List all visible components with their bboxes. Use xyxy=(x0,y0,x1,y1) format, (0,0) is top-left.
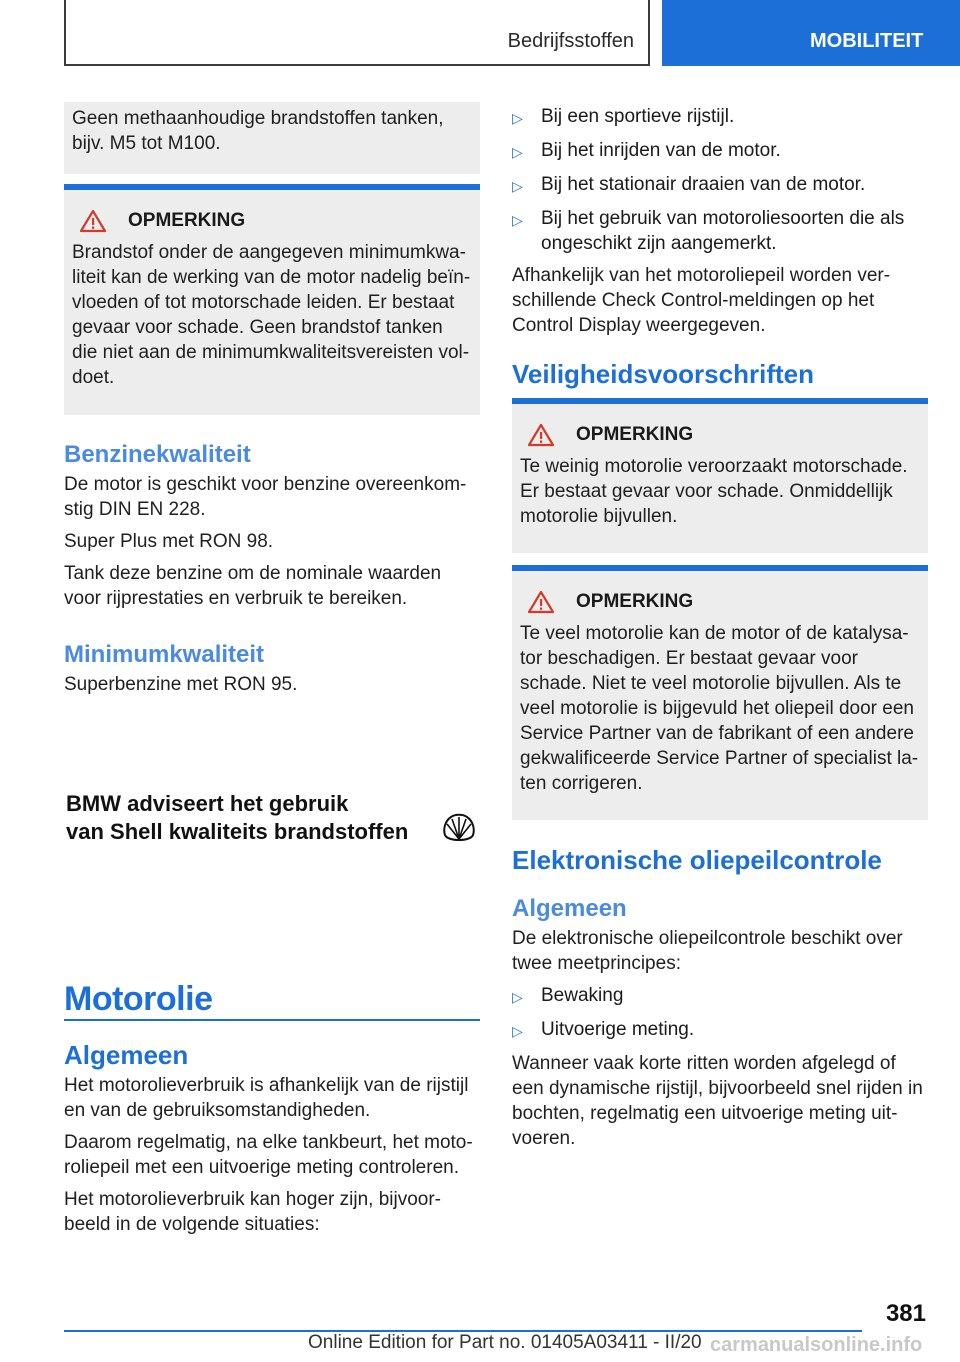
notice-header xyxy=(528,422,920,448)
warning-triangle-icon xyxy=(528,423,554,447)
chapter-title: MOBILITEIT xyxy=(810,30,924,52)
notice-fuel-quality xyxy=(64,184,480,415)
minimum-p1: Superbenzine met RON 95. xyxy=(64,674,298,695)
electronic-oil-subheading: Algemeen xyxy=(512,895,627,922)
triangle-bullet-icon: ▷ xyxy=(512,989,523,1005)
list-item: ▷ Bij het stationair draaien van de motor. xyxy=(512,172,928,199)
triangle-bullet-icon: ▷ xyxy=(512,1023,523,1039)
minimum-section xyxy=(64,640,480,697)
shell-logo-icon xyxy=(442,812,476,842)
warning-triangle-icon xyxy=(528,590,554,614)
electronic-oil-p1: De elektronische oliepeilcontrole beschikt over twee meetprincipes: xyxy=(512,928,903,974)
situations-list xyxy=(512,104,928,338)
list-item: ▷ Bij het gebruik van motoroliesoorten die als ongeschikt zijn aangemerkt. xyxy=(512,208,905,254)
notice-title: OPMERKING xyxy=(128,210,246,231)
methane-text: Geen methaanhoudige brandstoffen tanken, bijv. M5 tot M100. xyxy=(72,108,444,154)
notice-header xyxy=(80,208,472,234)
benzine-p1: De motor is geschikt voor benzine overeenkom-stig DIN EN 228. xyxy=(64,474,467,520)
watermark: carmanualsonline.info xyxy=(710,1334,923,1356)
minimum-heading: Minimumkwaliteit xyxy=(64,641,265,668)
motorolie-section xyxy=(64,978,480,1237)
electronic-oil-section xyxy=(512,844,928,1151)
header-section-tab xyxy=(64,0,650,66)
benzine-section xyxy=(64,440,480,611)
triangle-bullet-icon: ▷ xyxy=(512,144,523,160)
triangle-bullet-icon: ▷ xyxy=(512,212,523,228)
methane-info-box xyxy=(64,102,480,174)
section-title: Bedrijfsstoffen xyxy=(507,30,634,52)
motorolie-p1: Het motorolieverbruik is afhankelijk van de rijstijl en van de gebruiksomstandigheden. xyxy=(64,1075,469,1121)
advert-line2: van Shell kwaliteits brandstoffen xyxy=(66,819,409,844)
notice-text: Brandstof onder de aangegeven minimumkwa-liteit kan de werking van de motor nadelig beïn-vloeden of tot motorschade leiden. Er bestaat gevaar voor schade. Geen brandstof tanken die niet aan de minimumkwaliteitsvereisten vol-doet. xyxy=(72,242,471,388)
motorolie-heading: Motorolie xyxy=(64,980,213,1018)
advert-line1: BMW adviseert het gebruik xyxy=(66,791,349,816)
shell-advert xyxy=(66,790,480,846)
safety-heading: Veiligheidsvoorschriften xyxy=(512,359,814,389)
notice-header xyxy=(528,589,920,615)
list-item: ▷ Bewaking xyxy=(512,983,928,1010)
electronic-oil-p2: Wanneer vaak korte ritten worden afgelegd of een dynamische rijstijl, bijvoorbeeld snel rijden in bochten, regelmatig een uitvoerige meting uit-voeren. xyxy=(512,1053,923,1149)
list-item: ▷ Bij een sportieve rijstijl. xyxy=(512,104,928,131)
benzine-heading: Benzinekwaliteit xyxy=(64,441,251,468)
notice-text: Te weinig motorolie veroorzaakt motorschade. Er bestaat gevaar voor schade. Onmiddellijk motorolie bijvullen. xyxy=(520,456,908,527)
page-number: 381 xyxy=(885,1300,926,1327)
list-item: ▷ Uitvoerige meting. xyxy=(512,1017,928,1044)
header-chapter-tab xyxy=(662,0,960,66)
edition-text: Online Edition for Part no. 01405A03411 - II/20 xyxy=(308,1332,702,1353)
notice-low-oil xyxy=(512,398,928,553)
triangle-bullet-icon: ▷ xyxy=(512,110,523,126)
motorolie-p2: Daarom regelmatig, na elke tankbeurt, het moto-roliepeil met een uitvoerige meting controleren. xyxy=(64,1132,473,1178)
check-control-text: Afhankelijk van het motoroliepeil worden ver-schillende Check Control-meldingen op het Control Display weergegeven. xyxy=(512,265,891,336)
notice-title: OPMERKING xyxy=(576,424,694,445)
list-item: ▷ Bij het inrijden van de motor. xyxy=(512,138,928,165)
electronic-oil-heading: Elektronische oliepeilcontrole xyxy=(512,845,882,875)
warning-triangle-icon xyxy=(80,209,106,233)
notice-too-much-oil xyxy=(512,565,928,820)
motorolie-p3: Het motorolieverbruik kan hoger zijn, bijvoor-beeld in de volgende situaties: xyxy=(64,1189,441,1235)
notice-text: Te veel motorolie kan de motor of de katalysa-tor beschadigen. Er bestaat gevaar voor schade. Niet te veel motorolie bijvullen. Als te veel motorolie is bijgevuld het oliepeil door een Service Partner van de fabrikant of een andere gekwalificeerde Service Partner of specialist la-ten corrigeren. xyxy=(520,623,919,794)
motorolie-subheading: Algemeen xyxy=(64,1040,189,1070)
triangle-bullet-icon: ▷ xyxy=(512,178,523,194)
benzine-p3: Tank deze benzine om de nominale waarden voor rijprestaties en verbruik te bereiken. xyxy=(64,563,442,609)
benzine-p2: Super Plus met RON 98. xyxy=(64,531,274,552)
notice-title: OPMERKING xyxy=(576,591,694,612)
